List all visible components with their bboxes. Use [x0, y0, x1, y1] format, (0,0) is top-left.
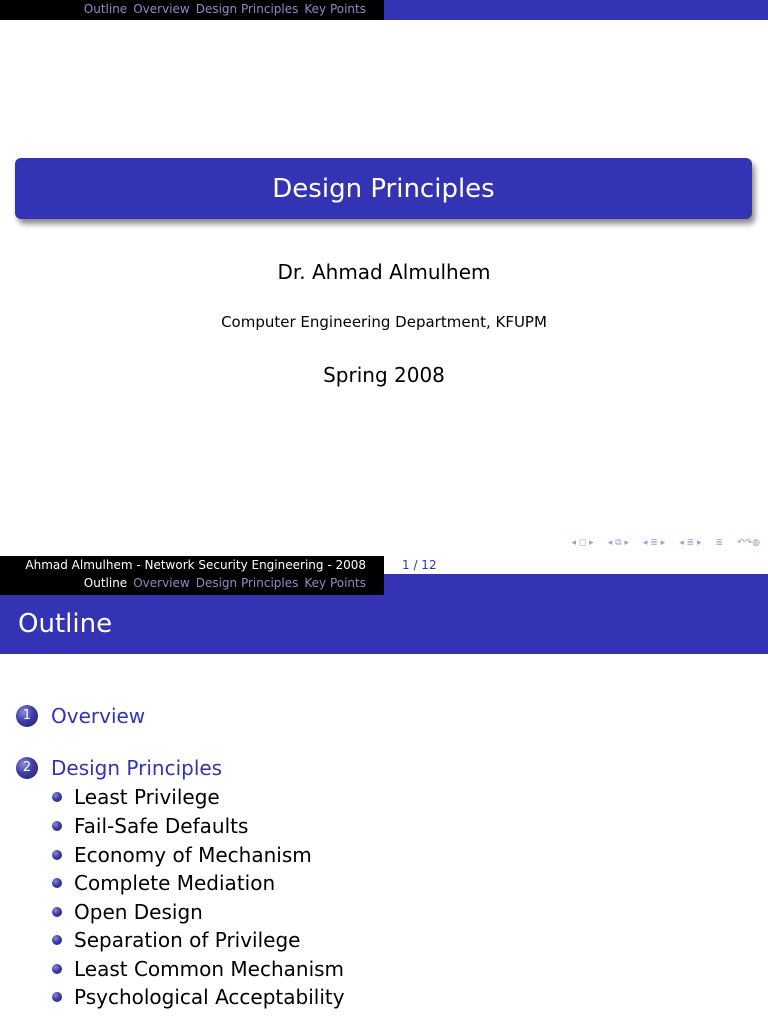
toc-subsection[interactable]	[52, 927, 300, 953]
second-nav-left	[0, 574, 384, 595]
bullet-icon	[52, 850, 62, 860]
nav-link-design-principles[interactable]: Design Principles	[195, 576, 299, 590]
bullet-icon	[52, 821, 62, 831]
toc-section-design-principles[interactable]	[16, 755, 222, 781]
section-number-ball-icon: 2	[16, 757, 38, 779]
nav-link-outline[interactable]: Outline	[83, 2, 128, 16]
nav-link-design-principles[interactable]: Design Principles	[195, 2, 299, 16]
bullet-icon	[52, 907, 62, 917]
bullet-icon	[52, 964, 62, 974]
date: Spring 2008	[323, 363, 445, 387]
toc-subsection[interactable]	[52, 984, 345, 1010]
toc-subsection-label[interactable]: Separation of Privilege	[74, 928, 301, 952]
institute: Computer Engineering Department, KFUPM	[221, 313, 547, 331]
author: Dr. Ahmad Almulhem	[277, 260, 491, 284]
frame-title: Outline	[18, 609, 113, 639]
section-number-ball-icon: 1	[16, 705, 38, 727]
second-nav-bar	[0, 574, 768, 595]
footer-left	[0, 556, 384, 574]
page-number: 1 / 12	[402, 558, 437, 572]
toc-subsection-label[interactable]: Fail-Safe Defaults	[74, 814, 249, 838]
bullet-icon	[52, 792, 62, 802]
nav-link-key-points[interactable]: Key Points	[304, 576, 366, 590]
toc-section-overview[interactable]	[16, 703, 145, 729]
top-nav-items	[84, 2, 366, 16]
second-nav-items	[84, 576, 366, 590]
toc-subsection-label[interactable]: Least Common Mechanism	[74, 957, 345, 981]
top-nav-right	[384, 0, 768, 20]
toc-subsection-label[interactable]: Complete Mediation	[74, 871, 276, 895]
second-nav-right	[384, 574, 768, 595]
toc-subsection[interactable]	[52, 813, 248, 839]
title-box	[15, 158, 752, 219]
toc-section-label[interactable]: Overview	[51, 704, 146, 728]
presentation-title: Design Principles	[272, 173, 495, 204]
footer-text: Ahmad Almulhem - Network Security Engineering - 2008	[25, 558, 366, 572]
nav-frame-icon[interactable]: ◂ ◻ ▸	[571, 538, 594, 548]
nav-subsection-icon[interactable]: ◂ ≣ ▸	[642, 538, 666, 548]
nav-link-key-points[interactable]: Key Points	[304, 2, 366, 16]
nav-document-icon[interactable]: ≣	[715, 538, 724, 548]
nav-link-overview[interactable]: Overview	[133, 576, 190, 590]
bullet-icon	[52, 878, 62, 888]
toc-section-label[interactable]: Design Principles	[51, 756, 223, 780]
toc-subsection-label[interactable]: Economy of Mechanism	[74, 843, 312, 867]
bullet-icon	[52, 992, 62, 1002]
toc-subsection[interactable]	[52, 899, 203, 925]
top-nav-left	[0, 0, 384, 20]
toc-subsection[interactable]	[52, 784, 220, 810]
toc-subsection[interactable]	[52, 842, 312, 868]
toc-subsection-label[interactable]: Least Privilege	[74, 785, 220, 809]
toc-subsection-label[interactable]: Psychological Acceptability	[74, 985, 345, 1009]
toc-subsection[interactable]	[52, 956, 344, 982]
nav-link-overview[interactable]: Overview	[133, 2, 190, 16]
nav-section-icon[interactable]: ◂ ≣ ▸	[679, 538, 702, 548]
nav-link-outline[interactable]: Outline	[83, 576, 128, 590]
bullet-icon	[52, 935, 62, 945]
toc-subsection-label[interactable]: Open Design	[74, 900, 203, 924]
top-nav-bar	[0, 0, 768, 20]
footer-right	[384, 556, 768, 574]
nav-back-search-icon[interactable]: ↶↷◍	[737, 538, 760, 548]
beamer-navigation-controls	[571, 537, 760, 549]
frame-title-bar	[0, 595, 768, 654]
toc-subsection[interactable]	[52, 870, 275, 896]
nav-slide-icon[interactable]: ◂ ⧉ ▸	[607, 538, 629, 548]
